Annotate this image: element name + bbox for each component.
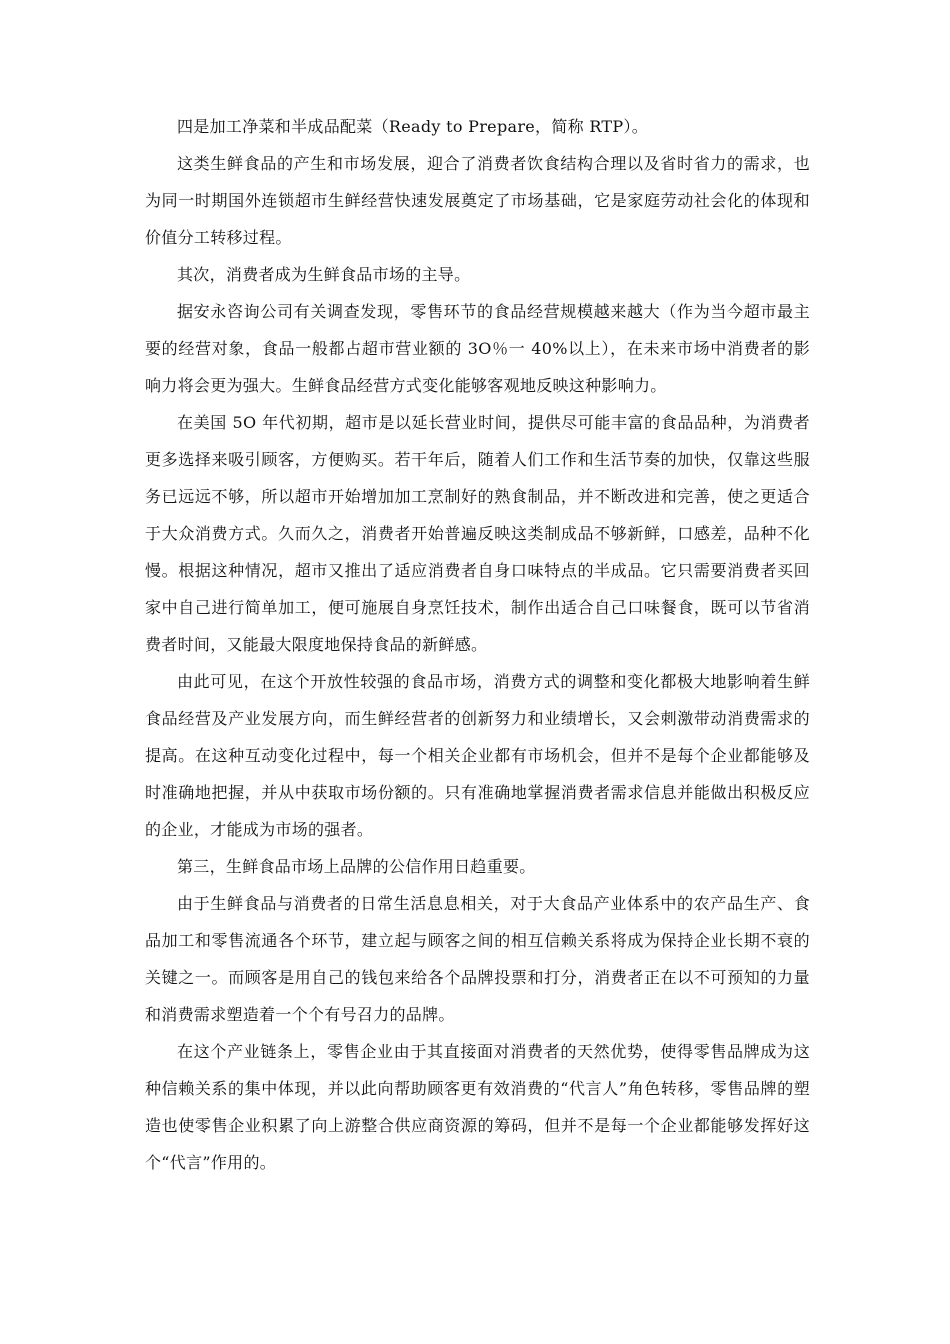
paragraph-ernst-young-survey: 据安永咨询公司有关调查发现，零售环节的食品经营规模越来越大（作为当今超市最主要的经营对象，食品一般都占超市营业额的 3O％一 40%以上），在未来市场中消费者的影响力将会更为强大。生鲜食品经营方式变化能够客观地反映这种影响力。 — [145, 302, 810, 395]
paragraph-rtp: 四是加工净菜和半成品配菜（Ready to Prepare，简称 RTP）。 — [177, 117, 649, 136]
paragraph-trust-relationship: 由于生鲜食品与消费者的日常生活息息相关，对于大食品产业体系中的农产品生产、食品加工和零售流通各个环节，建立起与顾客之间的相互信赖关系将成为保持企业长期不衰的关键之一。而顾客是用自己的钱包来给各个品牌投票和打分，消费者正在以不可预知的力量和消费需求塑造着一个个有号召力的品牌。 — [145, 894, 810, 1024]
paragraph-market-interaction: 由此可见，在这个开放性较强的食品市场，消费方式的调整和变化都极大地影响着生鲜食品经营及产业发展方向，而生鲜经营者的创新努力和业绩增长，又会刺激带动消费需求的提高。在这种互动变化过程中，每一个相关企业都有市场机会，但并不是每个企业都能够及时准确地把握，并从中获取市场份额的。只有准确地掌握消费者需求信息并能做出积极反应的企业，才能成为市场的强者。 — [145, 672, 810, 839]
document-body — [145, 108, 810, 1181]
paragraph-retail-brand: 在这个产业链条上，零售企业由于其直接面对消费者的天然优势，使得零售品牌成为这种信赖关系的集中体现，并以此向帮助顾客更有效消费的“代言人”角色转移，零售品牌的塑造也使零售企业积累了向上游整合供应商资源的筹码，但并不是每一个企业都能够发挥好这个“代言”作用的。 — [145, 1042, 810, 1172]
paragraph-fresh-food-development: 这类生鲜食品的产生和市场发展，迎合了消费者饮食结构合理以及省时省力的需求，也为同一时期国外连锁超市生鲜经营快速发展奠定了市场基础，它是家庭劳动社会化的体现和价值分工转移过程。 — [145, 154, 810, 247]
paragraph-brand-credibility: 第三，生鲜食品市场上品牌的公信作用日趋重要。 — [177, 857, 536, 876]
paragraph-us-1950s: 在美国 5O 年代初期，超市是以延长营业时间，提供尽可能丰富的食品品种，为消费者更多选择来吸引顾客，方便购买。若干年后，随着人们工作和生活节奏的加快，仅靠这些服务已远远不够，所以超市开始增加加工烹制好的熟食制品，并不断改进和完善，使之更适合于大众消费方式。久而久之，消费者开始普遍反映这类制成品不够新鲜，口感差，品种不化慢。根据这种情况，超市又推出了适应消费者自身口味特点的半成品。它只需要消费者买回家中自己进行简单加工，便可施展自身烹饪技术，制作出适合自己口味餐食，既可以节省消费者时间，又能最大限度地保持食品的新鲜感。 — [145, 413, 810, 654]
paragraph-consumer-leadership: 其次，消费者成为生鲜食品市场的主导。 — [177, 265, 471, 284]
